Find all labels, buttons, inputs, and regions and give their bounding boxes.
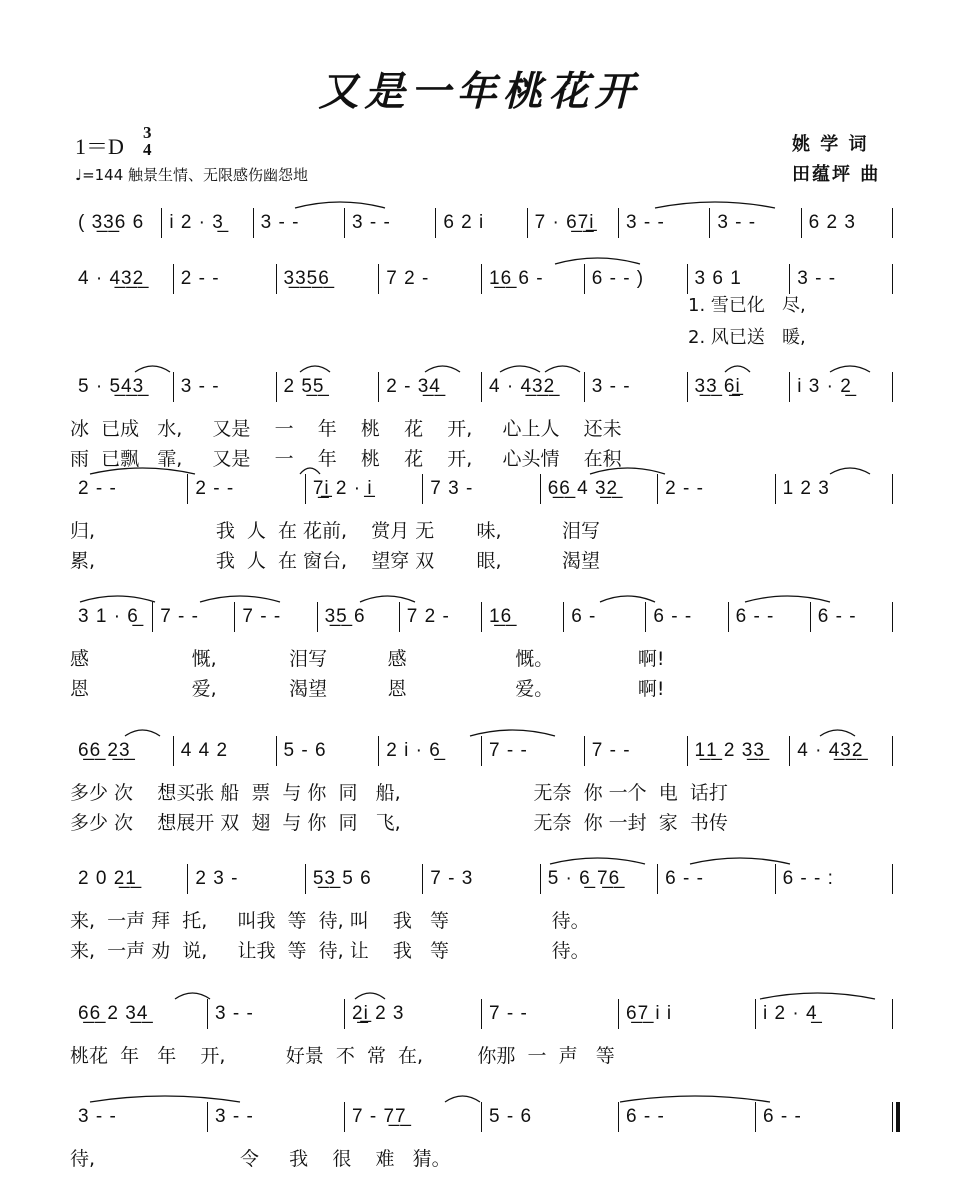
measure: 2 0 2̲1̲ <box>78 868 137 889</box>
slur-arc <box>555 258 640 264</box>
song-title: 又是一年桃花开 <box>318 68 641 115</box>
measure: 1̲1̲ 2 3̲3̲ <box>694 740 765 761</box>
measure: 6 - - <box>626 1106 665 1127</box>
measure: 6̲7̲ i i <box>626 1003 673 1024</box>
measure: 3 - - <box>180 376 220 397</box>
slur-arc <box>830 468 870 474</box>
measure: 3 - - <box>626 212 665 233</box>
lyric-line: 雨 已飘 霏, 又是 一 年 桃 花 开, 心头情 在积 <box>70 448 622 470</box>
measure: 3 6 1 <box>694 268 742 289</box>
slur-arc <box>135 366 170 372</box>
slur-arc <box>745 596 830 602</box>
slur-arc <box>80 596 155 602</box>
measure: 7 - - <box>591 740 631 761</box>
verse-label: 1. 雪已化 尽, <box>688 295 806 316</box>
measure: 7 - 7̲7̲ <box>352 1106 407 1127</box>
lyric-line: 冰 已成 水, 又是 一 年 桃 花 开, 心上人 还未 <box>70 418 622 440</box>
lyric-line: 感 慨, 泪写 感 慨。 啊! <box>70 648 665 670</box>
measure: 3̲5̲ 6 <box>324 606 366 627</box>
lyric-line: 归, 我 人 在 花前, 赏月 无 味, 泪写 <box>70 520 600 542</box>
measure: 1̲6̲ <box>489 606 513 627</box>
measure: i 2 · 4̲ <box>763 1003 818 1024</box>
measure: 7 · 6̲7̲i̲ <box>534 212 595 233</box>
measure: ( 3̲3̲6 6 <box>78 212 145 233</box>
measure: 7̲i̲ 2 · i̲ <box>312 478 373 499</box>
measure: 2 3 - <box>195 868 239 889</box>
measure: 3 - - <box>591 376 631 397</box>
measure: 6 - - <box>817 606 857 627</box>
slur-arc <box>655 202 775 208</box>
measure: 6 2 i <box>443 212 485 233</box>
measure: 1̲6̲ 6 - <box>489 268 544 289</box>
slur-arc <box>90 1096 240 1102</box>
lyric-line: 来, 一声 拜 托, 叫我 等 待, 叫 我 等 待。 <box>70 910 590 932</box>
slur-arc <box>830 366 870 372</box>
measure: 5̲3̲ 5 6 <box>312 868 372 889</box>
slur-arc <box>175 993 210 999</box>
measure: 7 3 - <box>430 478 474 499</box>
measure: 6 - - <box>763 1106 802 1127</box>
slur-arc <box>295 202 385 208</box>
lyric-line: 待, 令 我 很 难 猜。 <box>70 1148 451 1170</box>
measure: 3 - - <box>352 212 391 233</box>
slur-arc <box>590 468 665 474</box>
slur-arc <box>550 858 645 864</box>
measure: 6 - <box>571 606 597 627</box>
slur-arc <box>425 366 460 372</box>
composer-credit: 田蕴坪 曲 <box>792 164 881 185</box>
measure: 2 - - <box>78 478 117 499</box>
lyricist-credit: 姚 学 词 <box>792 134 869 155</box>
measure: 3 1 · 6̲ <box>78 606 139 627</box>
measure: 7 - - <box>242 606 282 627</box>
slur-arc <box>300 468 320 474</box>
measure: 7 - - <box>489 1003 528 1024</box>
measure: 6 - - : <box>782 868 834 889</box>
slur-arc <box>200 596 280 602</box>
measure: 7 - - <box>160 606 199 627</box>
measure: 5 - 6 <box>283 740 327 761</box>
measure: 5 - 6 <box>489 1106 533 1127</box>
measure: 7 - 3 <box>430 868 474 889</box>
slur-arc <box>470 730 555 736</box>
measure: 2 - 3̲4̲ <box>386 376 441 397</box>
slur-arc <box>725 366 750 372</box>
measure: 2 i · 6̲ <box>386 740 441 761</box>
lyric-line: 来, 一声 劝 说, 让我 等 待, 让 我 等 待。 <box>70 940 590 962</box>
measure: 3 - - <box>215 1106 254 1127</box>
measure: 3 - - <box>797 268 837 289</box>
slur-arc <box>820 730 855 736</box>
slur-arc <box>300 366 330 372</box>
meter-top: 3 <box>143 123 152 142</box>
measure: 6 - - <box>735 606 775 627</box>
key-signature: 1＝D <box>75 134 124 159</box>
measure: 3̲3̲ 6̲i̲ <box>694 376 741 397</box>
measure: 3 - - <box>78 1106 117 1127</box>
measure: 4 · 4̲3̲2̲ <box>797 740 864 761</box>
measure: 7 - - <box>489 740 528 761</box>
measure: 6 - - ) <box>591 268 645 289</box>
measure: 2 5̲5̲ <box>283 376 325 397</box>
tempo-marking: ♩=144 触景生情、无限感伤幽怨地 <box>75 166 309 184</box>
measure: 2 - - <box>195 478 235 499</box>
slur-arc <box>500 366 540 372</box>
measure: 3 - - <box>717 212 757 233</box>
measure: 7 2 - <box>386 268 430 289</box>
lyric-line: 多少 次 想买张 船 票 与 你 同 船, 无奈 你 一个 电 话打 <box>70 782 728 804</box>
slur-arc <box>360 596 415 602</box>
lyric-line: 累, 我 人 在 窗台, 望穿 双 眼, 渴望 <box>70 550 600 572</box>
measure: 7 2 - <box>406 606 450 627</box>
slur-arc <box>690 858 790 864</box>
measure: 1 2 3 <box>782 478 830 499</box>
measure: 6 - - <box>653 606 693 627</box>
slur-arc <box>600 596 655 602</box>
measure: 4 · 4̲3̲2̲ <box>78 268 145 289</box>
measure: 5 · 5̲4̲3̲ <box>78 376 145 397</box>
slur-arc <box>90 468 195 474</box>
slur-arc <box>620 1096 770 1102</box>
slur-arc <box>445 1096 480 1102</box>
measure: i 2 · 3̲ <box>169 212 224 233</box>
slur-arc <box>355 993 385 999</box>
slur-arc <box>760 993 875 999</box>
measure: 6 2 3 <box>808 212 856 233</box>
lyric-line: 恩 爱, 渴望 恩 爱。 啊! <box>70 678 665 700</box>
measure: 6̲6̲ 2̲3̲ <box>78 740 131 761</box>
slur-arc <box>545 366 580 372</box>
slur-arc <box>125 730 160 736</box>
meter-bottom: 4 <box>143 140 152 159</box>
measure: 2 - - <box>180 268 220 289</box>
lyric-line: 桃花 年 年 开, 好景 不 常 在, 你那 一 声 等 <box>70 1045 615 1067</box>
measure: 3 - - <box>215 1003 254 1024</box>
verse-label: 2. 风已送 暖, <box>688 327 806 348</box>
measure: 4 4 2 <box>180 740 229 761</box>
measure: i 3 · 2̲ <box>797 376 852 397</box>
measure: 3̲3̲5̲6̲ <box>283 268 330 289</box>
lyric-line: 多少 次 想展开 双 翅 与 你 同 飞, 无奈 你 一封 家 书传 <box>70 812 728 834</box>
measure: 4 · 4̲3̲2̲ <box>489 376 556 397</box>
measure: 6̲6̲ 2 3̲4̲ <box>78 1003 149 1024</box>
measure: 2 - - <box>665 478 704 499</box>
measure: 2̲i̲ 2 3 <box>352 1003 405 1024</box>
measure: 6̲6̲ 4 3̲2̲ <box>547 478 619 499</box>
measure: 5 · 6̲ 7̲6̲ <box>547 868 621 889</box>
measure: 3 - - <box>260 212 300 233</box>
measure: 6 - - <box>665 868 704 889</box>
